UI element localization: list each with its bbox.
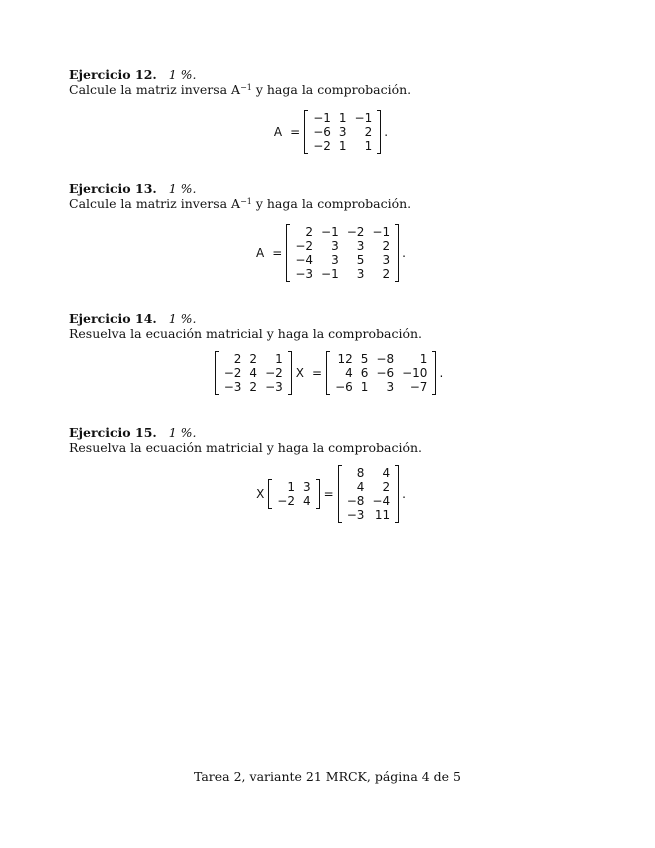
matrix-cell: −4	[295, 253, 314, 267]
exercise-percent: 1 %.	[168, 67, 197, 82]
equation	[69, 224, 589, 282]
exercise-percent: 1 %.	[168, 311, 197, 326]
period: .	[439, 366, 444, 380]
matrix-label: A	[256, 246, 265, 260]
matrix-cell: −3	[295, 267, 314, 281]
matrix-cell: −6	[313, 125, 331, 139]
matrix-cell: 11	[374, 508, 391, 522]
matrix-row	[220, 352, 287, 366]
exercise-15	[69, 425, 589, 522]
exercise-12	[69, 67, 589, 153]
right-matrix	[338, 465, 399, 523]
unknown-matrix-label: X	[256, 487, 265, 501]
matrix-cell: 4	[356, 480, 365, 494]
matrix-cell: −8	[376, 352, 395, 366]
matrix-row	[220, 366, 287, 380]
matrix-cell: 5	[356, 253, 365, 267]
matrix-cell: 1	[338, 139, 347, 153]
matrix-row	[309, 139, 376, 153]
exercise-header	[69, 181, 589, 196]
exercise-instruction: Calcule la matriz inversa $A^{-1}$ y haga la comprobación.	[69, 82, 412, 97]
exercise-title: Ejercicio 12.	[69, 67, 157, 82]
exercise-instruction: Resuelva la ecuación matricial y haga la comprobación.	[69, 440, 423, 455]
matrix-body	[331, 352, 431, 394]
equation	[69, 110, 589, 154]
unknown-matrix-label: X	[295, 366, 304, 380]
matrix-cell: 3	[303, 480, 311, 494]
matrix-cell: 2	[233, 352, 242, 366]
matrix-cell: 4	[382, 466, 391, 480]
matrix-cell: 2	[364, 125, 373, 139]
exercise-title: Ejercicio 14.	[69, 311, 157, 326]
matrix-row	[331, 366, 431, 380]
matrix	[304, 110, 381, 154]
matrix-cell: 1	[338, 111, 347, 125]
matrix-cell: 1	[364, 139, 373, 153]
equals-sign: =	[312, 366, 323, 380]
matrix	[286, 224, 399, 282]
matrix-cell: −3	[265, 380, 283, 394]
period: .	[384, 125, 389, 139]
matrix-row	[273, 480, 314, 494]
matrix-cell: −2	[295, 239, 314, 253]
matrix-body	[309, 111, 376, 153]
matrix-cell: 3	[331, 239, 339, 253]
matrix-row	[291, 225, 394, 239]
matrix-cell: 1	[360, 380, 369, 394]
matrix-cell: −1	[321, 225, 339, 239]
exercise-instruction: Calcule la matriz inversa $A^{-1}$ y haga la comprobación.	[69, 196, 412, 211]
matrix-cell: 4	[345, 366, 353, 380]
matrix-body	[343, 466, 394, 522]
matrix-cell: −1	[372, 225, 391, 239]
matrix-cell: −4	[372, 494, 391, 508]
equals-sign: =	[290, 125, 301, 139]
matrix-cell: 2	[249, 352, 258, 366]
matrix-cell: 6	[360, 366, 369, 380]
page-footer: Tarea 2, variante 21 MRCK, página 4 de 5	[193, 769, 462, 784]
matrix-cell: −6	[335, 380, 353, 394]
matrix-row	[343, 494, 394, 508]
matrix-cell: 2	[382, 239, 391, 253]
equals-sign: =	[323, 487, 334, 501]
matrix-cell: −2	[223, 366, 242, 380]
matrix-cell: 2	[382, 267, 391, 281]
matrix-cell: −1	[321, 267, 339, 281]
matrix-cell: −2	[265, 366, 283, 380]
exercise-percent: 1 %.	[168, 425, 197, 440]
matrix-row	[291, 267, 394, 281]
matrix-cell: 3	[338, 125, 347, 139]
exercise-header	[69, 67, 589, 82]
period: .	[402, 487, 406, 501]
exercise-header	[69, 425, 589, 440]
matrix-row	[309, 125, 376, 139]
matrix-row	[343, 466, 394, 480]
equals-sign: =	[272, 246, 283, 260]
matrix-cell: 1	[275, 352, 283, 366]
matrix-row	[273, 494, 314, 508]
matrix-cell: −2	[313, 139, 331, 153]
matrix-body	[273, 480, 314, 508]
matrix-cell: 4	[249, 366, 258, 380]
matrix-body	[291, 225, 394, 281]
left-matrix	[268, 479, 319, 509]
left-matrix	[215, 351, 292, 395]
matrix-body	[220, 352, 287, 394]
matrix-cell: 2	[249, 380, 258, 394]
matrix-cell: 3	[356, 267, 365, 281]
matrix-cell: −3	[346, 508, 365, 522]
matrix-cell: 1	[419, 352, 428, 366]
matrix-row	[291, 253, 394, 267]
matrix-cell: −1	[354, 111, 373, 125]
exercise-13	[69, 181, 589, 281]
equation	[69, 465, 589, 523]
matrix-row	[331, 352, 431, 366]
matrix-cell: 3	[356, 239, 365, 253]
exercise-instruction: Resuelva la ecuación matricial y haga la comprobación.	[69, 326, 423, 341]
matrix-row	[343, 480, 394, 494]
matrix-cell: 12	[337, 352, 353, 366]
matrix-cell: −6	[376, 366, 395, 380]
exercise-header	[69, 311, 589, 326]
matrix-label: A	[273, 125, 283, 139]
matrix-cell: −1	[313, 111, 331, 125]
matrix-cell: −10	[402, 366, 428, 380]
matrix-cell: 3	[331, 253, 339, 267]
matrix-cell: 3	[382, 253, 391, 267]
matrix-cell: 4	[303, 494, 311, 508]
matrix-cell: −3	[223, 380, 242, 394]
matrix-cell: −2	[346, 225, 365, 239]
matrix-cell: 3	[386, 380, 395, 394]
exercise-14	[69, 311, 589, 394]
matrix-row	[309, 111, 376, 125]
right-matrix	[326, 351, 436, 395]
matrix-cell: 8	[356, 466, 365, 480]
period: .	[402, 246, 406, 260]
matrix-cell: 1	[287, 480, 295, 494]
matrix-row	[220, 380, 287, 394]
matrix-row	[331, 380, 431, 394]
exercise-title: Ejercicio 13.	[69, 181, 157, 196]
matrix-cell: 2	[382, 480, 391, 494]
matrix-cell: −8	[346, 494, 365, 508]
matrix-row	[291, 239, 394, 253]
matrix-cell: −2	[277, 494, 295, 508]
matrix-cell: −7	[409, 380, 428, 394]
matrix-cell: 5	[360, 352, 369, 366]
matrix-row	[343, 508, 394, 522]
matrix-cell: 2	[305, 225, 314, 239]
equation	[69, 351, 589, 395]
exercise-title: Ejercicio 15.	[69, 425, 157, 440]
exercise-percent: 1 %.	[168, 181, 197, 196]
